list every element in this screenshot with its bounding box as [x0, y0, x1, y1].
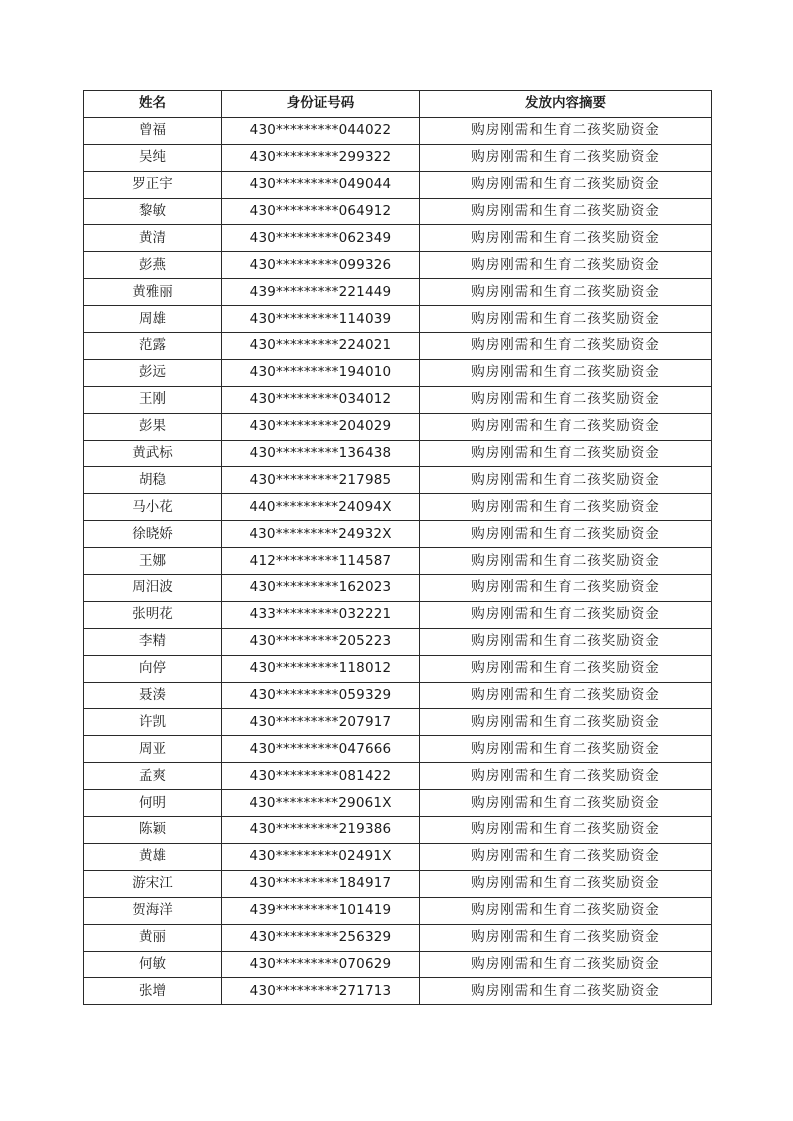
- cell-name: 周亚: [84, 736, 222, 763]
- table-header: [84, 91, 712, 118]
- table-row: [84, 467, 712, 494]
- cell-name: 曾福: [84, 117, 222, 144]
- cell-id-number: 430*********24932X: [222, 521, 420, 548]
- cell-name: 王娜: [84, 548, 222, 575]
- cell-name: 黄雅丽: [84, 279, 222, 306]
- cell-content-summary: 购房刚需和生育二孩奖励资金: [420, 763, 712, 790]
- table-row: [84, 521, 712, 548]
- table-row: [84, 306, 712, 333]
- cell-name: 游宋江: [84, 870, 222, 897]
- cell-content-summary: 购房刚需和生育二孩奖励资金: [420, 494, 712, 521]
- cell-id-number: 430*********118012: [222, 655, 420, 682]
- cell-content-summary: 购房刚需和生育二孩奖励资金: [420, 413, 712, 440]
- table-row: [84, 494, 712, 521]
- cell-content-summary: 购房刚需和生育二孩奖励资金: [420, 171, 712, 198]
- cell-content-summary: 购房刚需和生育二孩奖励资金: [420, 521, 712, 548]
- cell-name: 贺海洋: [84, 897, 222, 924]
- cell-content-summary: 购房刚需和生育二孩奖励资金: [420, 548, 712, 575]
- cell-id-number: 430*********29061X: [222, 790, 420, 817]
- cell-id-number: 430*********219386: [222, 817, 420, 844]
- table-row: [84, 575, 712, 602]
- cell-content-summary: 购房刚需和生育二孩奖励资金: [420, 575, 712, 602]
- table-row: [84, 333, 712, 360]
- cell-name: 黄丽: [84, 924, 222, 951]
- cell-id-number: 430*********062349: [222, 225, 420, 252]
- cell-content-summary: 购房刚需和生育二孩奖励资金: [420, 144, 712, 171]
- cell-content-summary: 购房刚需和生育二孩奖励资金: [420, 870, 712, 897]
- header-name: 姓名: [84, 91, 222, 118]
- cell-id-number: 430*********256329: [222, 924, 420, 951]
- cell-content-summary: 购房刚需和生育二孩奖励资金: [420, 306, 712, 333]
- table-row: [84, 709, 712, 736]
- cell-content-summary: 购房刚需和生育二孩奖励资金: [420, 709, 712, 736]
- table-row: [84, 359, 712, 386]
- cell-content-summary: 购房刚需和生育二孩奖励资金: [420, 817, 712, 844]
- cell-id-number: 430*********099326: [222, 252, 420, 279]
- cell-id-number: 430*********184917: [222, 870, 420, 897]
- cell-id-number: 430*********299322: [222, 144, 420, 171]
- table-row: [84, 548, 712, 575]
- cell-name: 陈颖: [84, 817, 222, 844]
- cell-name: 黄武标: [84, 440, 222, 467]
- cell-content-summary: 购房刚需和生育二孩奖励资金: [420, 655, 712, 682]
- table-row: [84, 198, 712, 225]
- cell-content-summary: 购房刚需和生育二孩奖励资金: [420, 978, 712, 1005]
- cell-name: 胡稳: [84, 467, 222, 494]
- cell-name: 李精: [84, 628, 222, 655]
- cell-id-number: 430*********047666: [222, 736, 420, 763]
- cell-id-number: 430*********059329: [222, 682, 420, 709]
- cell-id-number: 430*********034012: [222, 386, 420, 413]
- table-row: [84, 601, 712, 628]
- cell-name: 徐晓娇: [84, 521, 222, 548]
- table-row: [84, 628, 712, 655]
- cell-name: 罗正宇: [84, 171, 222, 198]
- cell-id-number: 430*********064912: [222, 198, 420, 225]
- table-row: [84, 413, 712, 440]
- header-id-number: 身份证号码: [222, 91, 420, 118]
- cell-name: 孟爽: [84, 763, 222, 790]
- cell-id-number: 430*********049044: [222, 171, 420, 198]
- table-row: [84, 144, 712, 171]
- cell-content-summary: 购房刚需和生育二孩奖励资金: [420, 790, 712, 817]
- cell-id-number: 430*********162023: [222, 575, 420, 602]
- table-row: [84, 279, 712, 306]
- cell-name: 向停: [84, 655, 222, 682]
- table-row: [84, 440, 712, 467]
- table-row: [84, 763, 712, 790]
- cell-content-summary: 购房刚需和生育二孩奖励资金: [420, 628, 712, 655]
- table-row: [84, 924, 712, 951]
- cell-id-number: 430*********136438: [222, 440, 420, 467]
- table-row: [84, 225, 712, 252]
- cell-id-number: 430*********194010: [222, 359, 420, 386]
- cell-name: 何明: [84, 790, 222, 817]
- cell-content-summary: 购房刚需和生育二孩奖励资金: [420, 682, 712, 709]
- cell-content-summary: 购房刚需和生育二孩奖励资金: [420, 897, 712, 924]
- cell-name: 周汨波: [84, 575, 222, 602]
- table-row: [84, 897, 712, 924]
- cell-id-number: 439*********221449: [222, 279, 420, 306]
- cell-name: 张增: [84, 978, 222, 1005]
- cell-id-number: 430*********044022: [222, 117, 420, 144]
- cell-name: 黄清: [84, 225, 222, 252]
- header-content-summary: 发放内容摘要: [420, 91, 712, 118]
- cell-content-summary: 购房刚需和生育二孩奖励资金: [420, 736, 712, 763]
- cell-name: 彭远: [84, 359, 222, 386]
- header-row: [84, 91, 712, 118]
- table-row: [84, 951, 712, 978]
- cell-id-number: 430*********204029: [222, 413, 420, 440]
- cell-id-number: 430*********205223: [222, 628, 420, 655]
- cell-name: 黄雄: [84, 843, 222, 870]
- table-row: [84, 978, 712, 1005]
- cell-content-summary: 购房刚需和生育二孩奖励资金: [420, 843, 712, 870]
- cell-name: 张明花: [84, 601, 222, 628]
- cell-id-number: 430*********114039: [222, 306, 420, 333]
- table-row: [84, 790, 712, 817]
- cell-content-summary: 购房刚需和生育二孩奖励资金: [420, 225, 712, 252]
- cell-name: 何敏: [84, 951, 222, 978]
- cell-content-summary: 购房刚需和生育二孩奖励资金: [420, 198, 712, 225]
- cell-content-summary: 购房刚需和生育二孩奖励资金: [420, 924, 712, 951]
- cell-id-number: 430*********207917: [222, 709, 420, 736]
- cell-name: 许凯: [84, 709, 222, 736]
- table-body: [84, 117, 712, 1004]
- cell-id-number: 439*********101419: [222, 897, 420, 924]
- table-row: [84, 655, 712, 682]
- cell-id-number: 430*********070629: [222, 951, 420, 978]
- cell-id-number: 430*********081422: [222, 763, 420, 790]
- cell-id-number: 433*********032221: [222, 601, 420, 628]
- table-row: [84, 682, 712, 709]
- cell-content-summary: 购房刚需和生育二孩奖励资金: [420, 279, 712, 306]
- cell-name: 吴纯: [84, 144, 222, 171]
- table-row: [84, 870, 712, 897]
- cell-content-summary: 购房刚需和生育二孩奖励资金: [420, 440, 712, 467]
- cell-name: 黎敏: [84, 198, 222, 225]
- table-row: [84, 843, 712, 870]
- cell-id-number: 430*********224021: [222, 333, 420, 360]
- table-row: [84, 252, 712, 279]
- table-row: [84, 736, 712, 763]
- table-row: [84, 817, 712, 844]
- cell-name: 马小花: [84, 494, 222, 521]
- cell-content-summary: 购房刚需和生育二孩奖励资金: [420, 467, 712, 494]
- cell-id-number: 440*********24094X: [222, 494, 420, 521]
- cell-name: 王刚: [84, 386, 222, 413]
- cell-content-summary: 购房刚需和生育二孩奖励资金: [420, 252, 712, 279]
- cell-name: 彭果: [84, 413, 222, 440]
- cell-content-summary: 购房刚需和生育二孩奖励资金: [420, 601, 712, 628]
- cell-name: 聂湊: [84, 682, 222, 709]
- cell-content-summary: 购房刚需和生育二孩奖励资金: [420, 951, 712, 978]
- table-row: [84, 171, 712, 198]
- cell-content-summary: 购房刚需和生育二孩奖励资金: [420, 333, 712, 360]
- cell-id-number: 430*********02491X: [222, 843, 420, 870]
- cell-name: 周雄: [84, 306, 222, 333]
- table-row: [84, 386, 712, 413]
- cell-id-number: 412*********114587: [222, 548, 420, 575]
- cell-id-number: 430*********271713: [222, 978, 420, 1005]
- table-row: [84, 117, 712, 144]
- cell-name: 彭燕: [84, 252, 222, 279]
- cell-content-summary: 购房刚需和生育二孩奖励资金: [420, 117, 712, 144]
- cell-content-summary: 购房刚需和生育二孩奖励资金: [420, 386, 712, 413]
- cell-name: 范露: [84, 333, 222, 360]
- cell-id-number: 430*********217985: [222, 467, 420, 494]
- cell-content-summary: 购房刚需和生育二孩奖励资金: [420, 359, 712, 386]
- recipient-table: [83, 90, 712, 1005]
